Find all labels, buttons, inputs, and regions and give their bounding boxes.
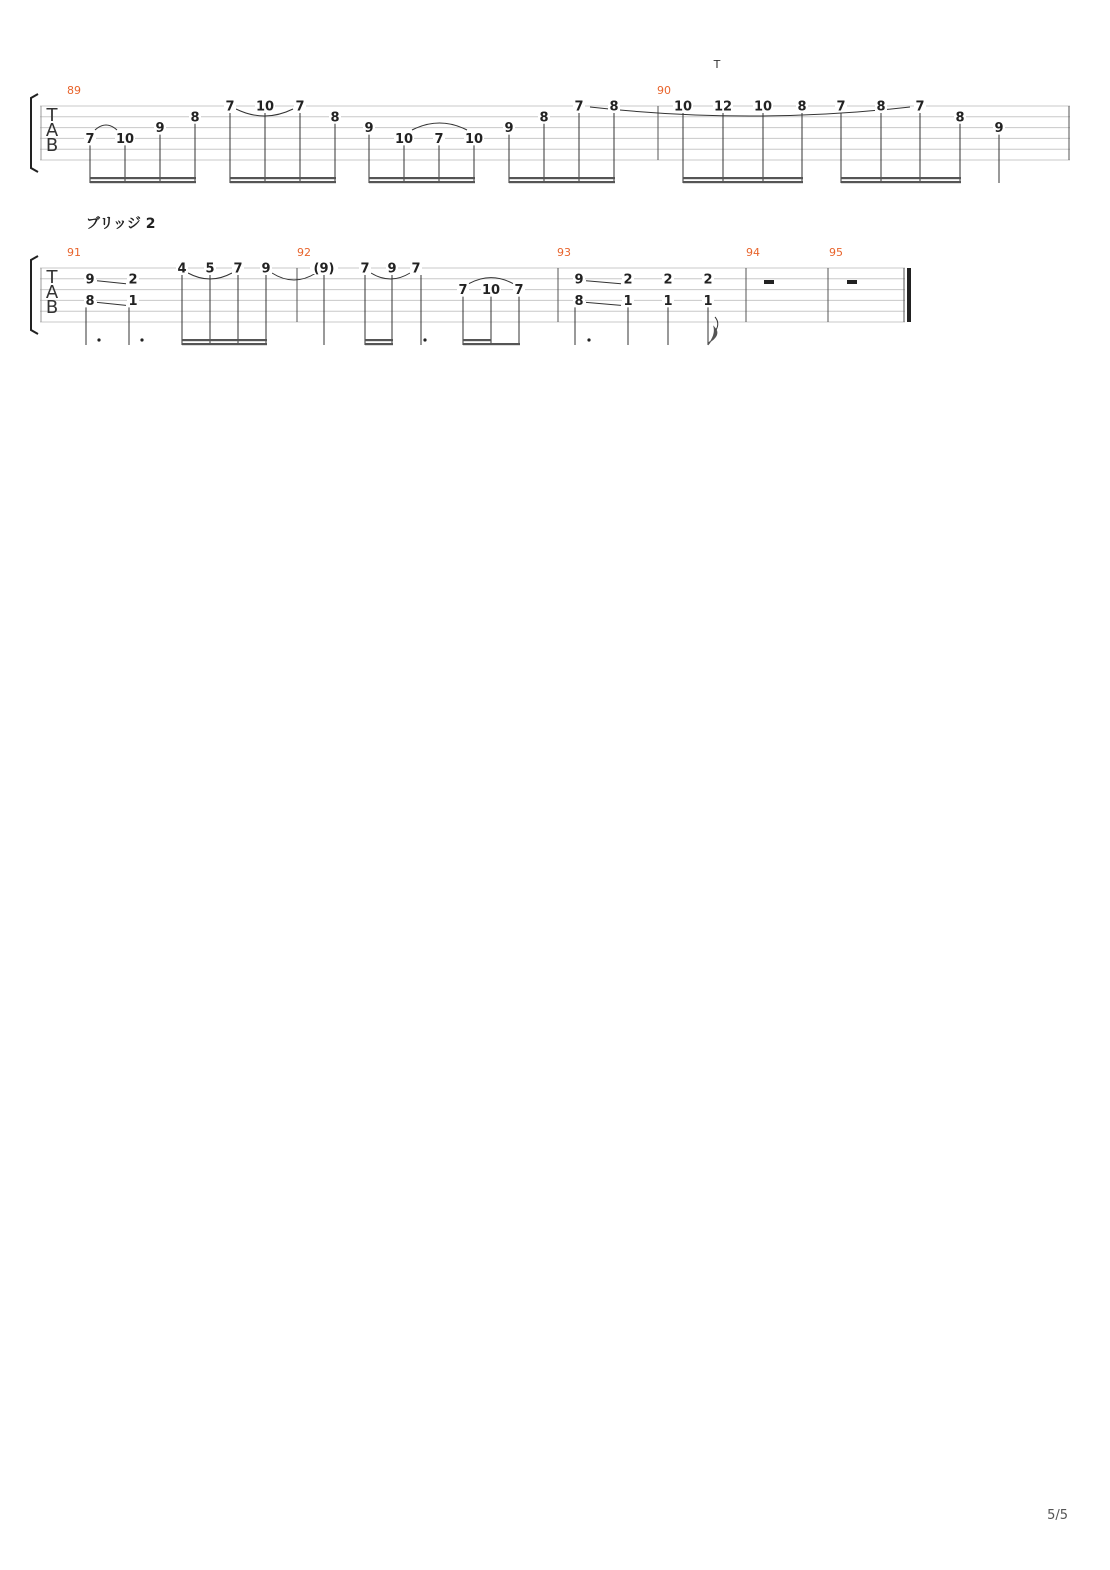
fret-number: 12 [713, 99, 733, 115]
page-number: 5/5 [1047, 1508, 1068, 1523]
fret-number: (9) [313, 261, 335, 277]
note-beam [463, 339, 491, 341]
fret-number: 1 [703, 293, 713, 309]
note-beam [841, 181, 961, 183]
rhythm-dot [140, 338, 143, 341]
fret-number: 7 [225, 99, 235, 115]
measure-number: 94 [746, 246, 760, 259]
note-beam [90, 177, 196, 179]
fret-number: 10 [753, 99, 773, 115]
fret-number: 1 [128, 293, 138, 309]
note-beam [683, 181, 803, 183]
fret-number: 8 [876, 99, 886, 115]
slide-line [97, 302, 126, 305]
fret-number: 2 [703, 272, 713, 288]
fret-number: 8 [539, 110, 549, 126]
slide-line [586, 302, 621, 305]
fret-number: 8 [609, 99, 619, 115]
note-beam [369, 181, 475, 183]
fret-number: 9 [574, 272, 584, 288]
fret-number: 7 [915, 99, 925, 115]
fret-number: 7 [574, 99, 584, 115]
fret-number: 7 [295, 99, 305, 115]
fret-number: 7 [836, 99, 846, 115]
note-beam [230, 181, 336, 183]
fret-number: 9 [504, 121, 514, 137]
note-beam [463, 343, 520, 345]
note-beam [683, 177, 803, 179]
section-label: ブリッジ 2 [86, 216, 156, 232]
fret-number: 7 [85, 131, 95, 147]
measure-number: 91 [67, 246, 81, 259]
note-beam [841, 177, 961, 179]
slide-line [97, 281, 126, 284]
fret-number: 8 [797, 99, 807, 115]
tab-system-1 [31, 58, 1070, 183]
fret-number: 7 [514, 283, 524, 299]
whole-rest [764, 280, 774, 284]
system-bracket [31, 94, 38, 172]
fret-number: 2 [663, 272, 673, 288]
fret-number: 8 [574, 293, 584, 309]
tab-clef-letter: B [45, 135, 59, 156]
fret-number: 8 [85, 293, 95, 309]
fret-number: 7 [434, 131, 444, 147]
fret-number: 1 [663, 293, 673, 309]
fret-number: 9 [155, 121, 165, 137]
note-beam [90, 181, 196, 183]
tab-clef-letter: B [45, 297, 59, 318]
rhythm-dot [97, 338, 100, 341]
fret-number: 7 [411, 261, 421, 277]
measure-number: 92 [297, 246, 311, 259]
fret-number: 9 [387, 261, 397, 277]
tab-clef-letter: A [45, 282, 59, 303]
rhythm-dot [423, 338, 426, 341]
system-bracket [31, 256, 38, 334]
measure-number: 95 [829, 246, 843, 259]
fret-number: 10 [394, 131, 414, 147]
fret-number: 10 [464, 131, 484, 147]
fret-number: 7 [233, 261, 243, 277]
tab-clef-letter: A [45, 120, 59, 141]
fret-number: 8 [955, 110, 965, 126]
tab-clef-letter: T [46, 105, 58, 126]
fret-number: 5 [205, 261, 215, 277]
note-beam [509, 177, 615, 179]
final-barline-thick [907, 268, 911, 322]
note-beam [230, 177, 336, 179]
note-beam [369, 177, 475, 179]
fret-number: 8 [190, 110, 200, 126]
fret-number: 2 [128, 272, 138, 288]
fret-number: 2 [623, 272, 633, 288]
fret-number: 9 [364, 121, 374, 137]
whole-rest [847, 280, 857, 284]
rhythm-dot [587, 338, 590, 341]
note-beam [365, 339, 393, 341]
slur-arc [412, 123, 467, 130]
slide-line [586, 281, 621, 284]
fret-number: 9 [85, 272, 95, 288]
slur-arc [590, 107, 910, 116]
measure-number: 89 [67, 84, 81, 97]
note-beam [182, 343, 267, 345]
tap-marker: T [713, 58, 721, 71]
fret-number: 10 [115, 131, 135, 147]
note-beam [365, 343, 393, 345]
fret-number: 10 [673, 99, 693, 115]
fret-number: 1 [623, 293, 633, 309]
measure-number: 93 [557, 246, 571, 259]
measure-number: 90 [657, 84, 671, 97]
note-flag [708, 327, 717, 345]
fret-number: 9 [261, 261, 271, 277]
fret-number: 4 [177, 261, 187, 277]
fret-number: 8 [330, 110, 340, 126]
tab-clef-letter: T [46, 267, 58, 288]
fret-number: 7 [360, 261, 370, 277]
tab-system-2 [31, 216, 911, 345]
fret-number: 7 [458, 283, 468, 299]
note-beam [509, 181, 615, 183]
fret-number: 9 [994, 121, 1004, 137]
fret-number: 10 [255, 99, 275, 115]
note-beam [182, 339, 267, 341]
fret-number: 10 [481, 283, 501, 299]
